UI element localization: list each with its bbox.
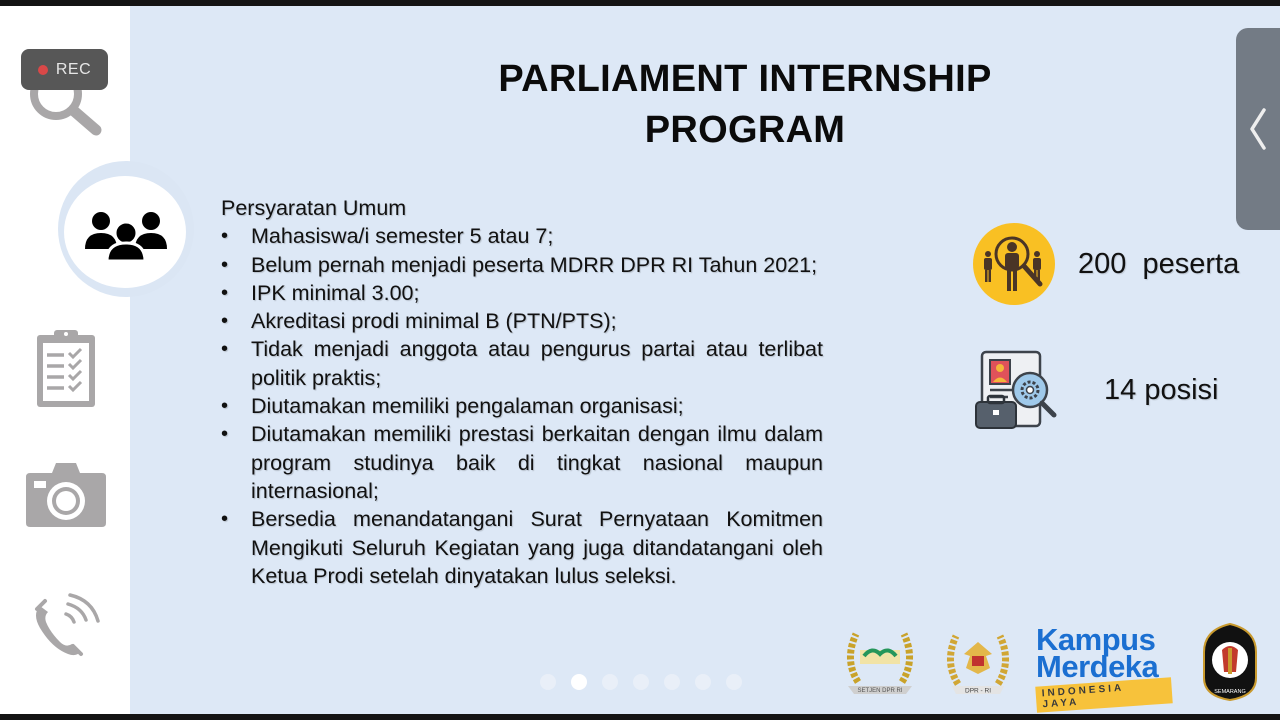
slide — [0, 6, 1280, 714]
chevron-left-icon — [1248, 107, 1268, 151]
svg-text:SEMARANG: SEMARANG — [1214, 689, 1246, 695]
pagination-dot-1[interactable] — [540, 674, 556, 690]
phone-icon[interactable] — [32, 592, 102, 658]
requirement-item: • Bersedia menandatangani Surat Pernyataan Komitmen Mengikuti Seluruh Kegiatan yang juga ditandatangani oleh Ketua Prodi setelah dinyatakan lulus seleksi. — [221, 505, 823, 590]
people-search-icon — [972, 222, 1056, 306]
slide-pagination — [540, 674, 742, 690]
pagination-dot-7[interactable] — [726, 674, 742, 690]
positions-count: 14 posisi — [1104, 373, 1219, 406]
recording-label: REC — [55, 60, 92, 78]
requirement-item: • Mahasiswa/i semester 5 atau 7; — [221, 222, 823, 250]
pagination-dot-5[interactable] — [664, 674, 680, 690]
participants-stat — [972, 222, 1239, 306]
requirement-item: • Belum pernah menjadi peserta MDRR DPR RI Tahun 2021; — [221, 251, 823, 279]
participants-count: 200 peserta — [1078, 247, 1240, 280]
pagination-dot-3[interactable] — [602, 674, 618, 690]
partner-logos — [838, 620, 1268, 711]
collapse-panel-button[interactable] — [1236, 28, 1280, 230]
svg-text:SETJEN DPR RI: SETJEN DPR RI — [857, 688, 903, 694]
bottom-bar — [0, 714, 1280, 720]
clipboard-checklist-icon[interactable] — [34, 328, 98, 410]
kampus-merdeka-logo: Kampus Merdeka INDONESIA JAYA — [1036, 626, 1182, 702]
group-icon — [83, 209, 169, 261]
requirements-heading: Persyaratan Umum — [221, 196, 407, 220]
camera-icon[interactable] — [26, 463, 106, 529]
requirements-section — [221, 194, 823, 590]
job-position-icon — [972, 346, 1060, 434]
requirement-item: • Tidak menjadi anggota atau pengurus partai atau terlibat politik praktis; — [221, 335, 823, 392]
requirement-item: • IPK minimal 3.00; — [221, 279, 823, 307]
record-dot-icon — [38, 65, 48, 75]
requirements-list — [221, 222, 823, 590]
slide-title — [440, 54, 1050, 156]
slide-title-line1: PARLIAMENT INTERNSHIP — [498, 58, 992, 100]
pagination-dot-2-active[interactable] — [571, 674, 587, 690]
setjen-dpr-ri-logo — [840, 620, 920, 700]
requirement-item: • Diutamakan memiliki prestasi berkaitan dengan ilmu dalam program studinya baik di tingkat nasional maupun internasional; — [221, 420, 823, 505]
undip-logo — [1200, 622, 1260, 702]
sidebar-nav — [0, 6, 130, 714]
recording-indicator — [21, 49, 108, 90]
sidebar-item-participants[interactable] — [64, 176, 186, 288]
pagination-dot-4[interactable] — [633, 674, 649, 690]
svg-text:DPR - RI: DPR - RI — [965, 687, 991, 695]
slide-title-line2: PROGRAM — [644, 109, 846, 151]
requirement-item: • Akreditasi prodi minimal B (PTN/PTS); — [221, 307, 823, 335]
positions-stat — [972, 346, 1218, 434]
requirement-item: • Diutamakan memiliki pengalaman organisasi; — [221, 392, 823, 420]
pagination-dot-6[interactable] — [695, 674, 711, 690]
dpr-ri-logo — [942, 626, 1014, 700]
